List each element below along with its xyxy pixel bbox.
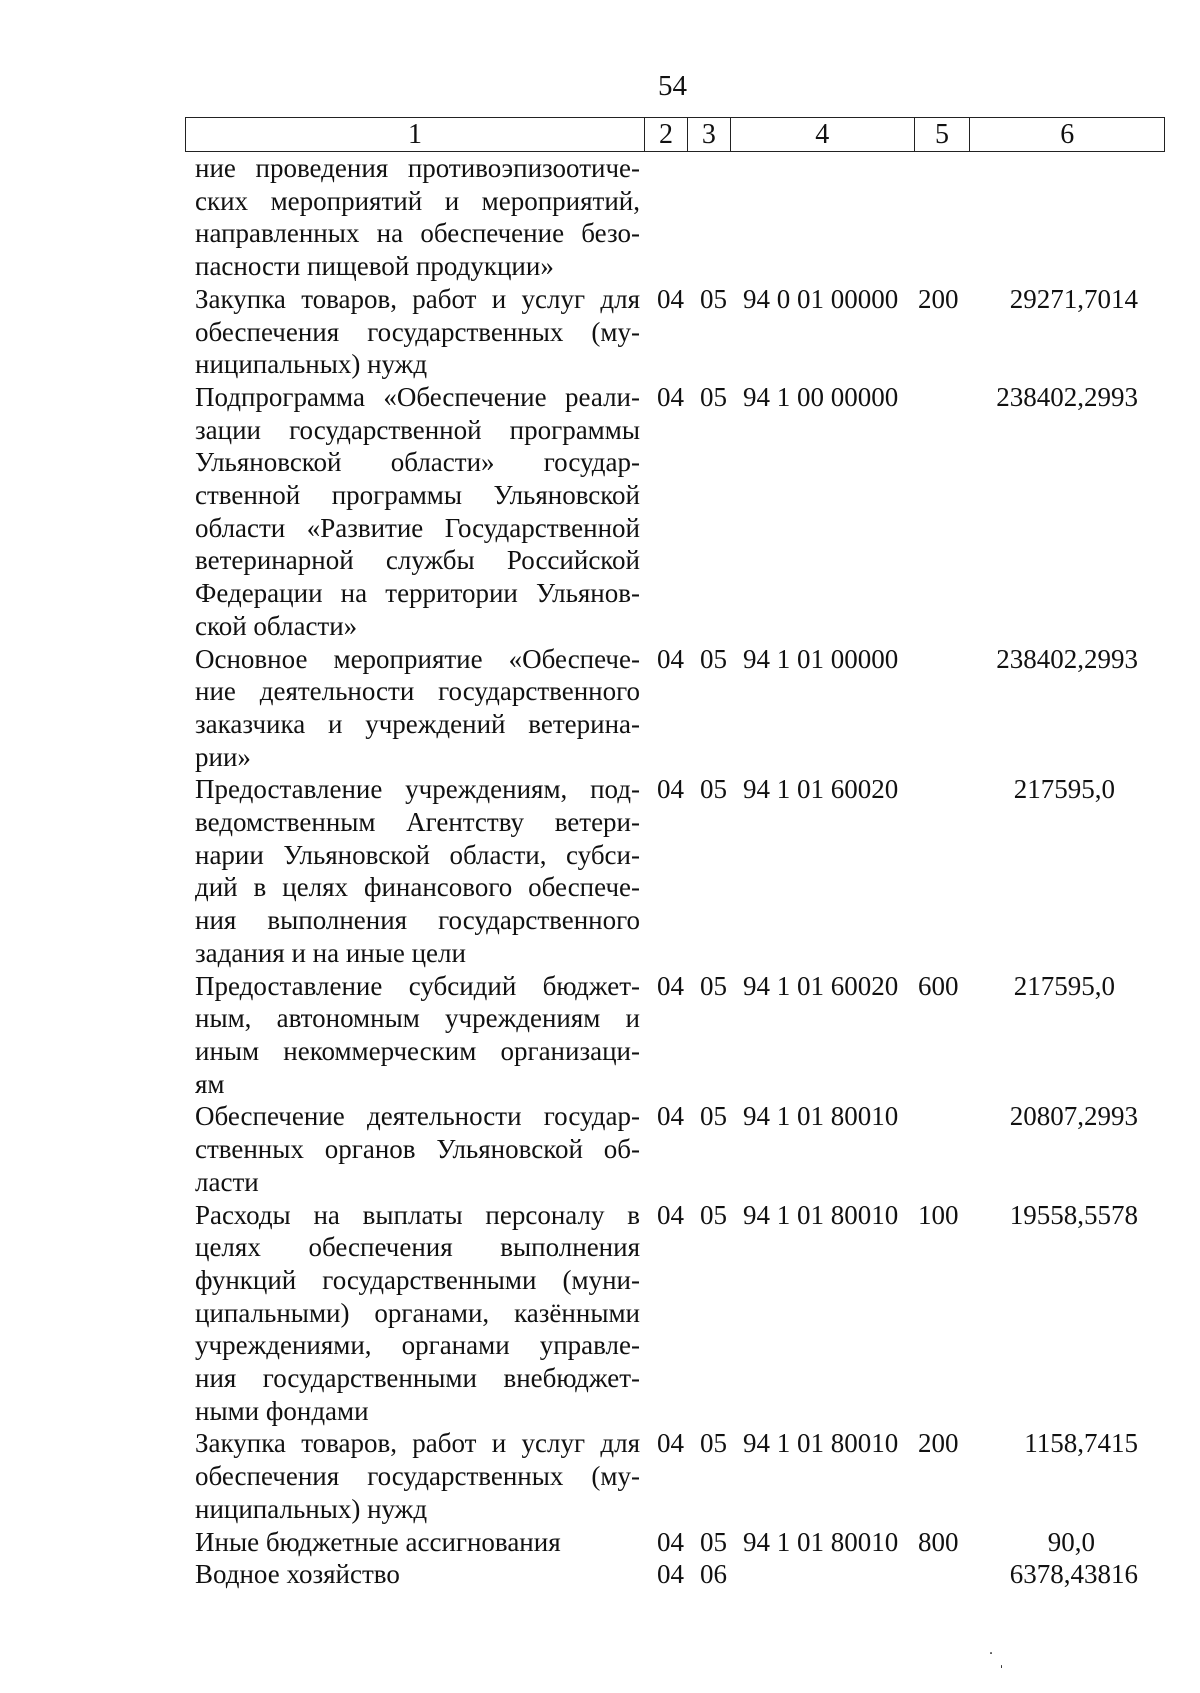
expense-type-code: 600 [918, 970, 959, 1001]
table-row [0, 1100, 1200, 1198]
table-header [185, 117, 1165, 152]
description-line: Предоставление учреждениям, под- [195, 774, 640, 805]
description-line: ласти [195, 1166, 259, 1197]
table-row [0, 152, 1200, 283]
description-line: Обеспечение деятельности государ- [195, 1101, 640, 1132]
header-col-5: 5 [915, 118, 971, 151]
subsection-code: 05 [700, 381, 727, 412]
subsection-code: 06 [700, 1559, 727, 1590]
expense-type-code: 200 [918, 283, 959, 314]
table-row [0, 970, 1200, 1101]
section-code: 04 [657, 1428, 684, 1459]
description-line: обеспечения государственных (му- [195, 1461, 640, 1492]
subsection-code: 05 [700, 283, 727, 314]
description-line: ниципальных) нужд [195, 349, 428, 380]
section-code: 04 [657, 970, 684, 1001]
target-article-code: 94 1 01 80010 [743, 1428, 899, 1459]
description-line: ских мероприятий и мероприятий, [195, 185, 640, 216]
amount: 19558,5578 [1009, 1199, 1138, 1230]
section-code: 04 [657, 1101, 684, 1132]
table-row [0, 1558, 1200, 1591]
target-article-code: 94 1 00 00000 [743, 381, 899, 412]
section-code: 04 [657, 283, 684, 314]
description-line: Расходы на выплаты персоналу в [195, 1199, 640, 1230]
description-line: ведомственным Агентству ветери- [195, 807, 640, 838]
description-line: ственных органов Ульяновской об- [195, 1134, 640, 1165]
section-code: 04 [657, 1526, 684, 1557]
section-code: 04 [657, 381, 684, 412]
row-description [195, 1526, 640, 1559]
table-row [0, 1427, 1200, 1525]
description-line: ние проведения противоэпизоотиче- [195, 153, 640, 183]
description-line: зации государственной программы [195, 414, 640, 445]
subsection-code: 05 [700, 1526, 727, 1557]
row-description [195, 773, 640, 969]
row-description [195, 152, 640, 283]
row-description [195, 1100, 640, 1198]
table-row [0, 283, 1200, 381]
row-description [195, 1427, 640, 1525]
description-line: области «Развитие Государственной [195, 512, 640, 543]
description-line: функций государственными (муни- [195, 1264, 640, 1295]
description-line: ниципальных) нужд [195, 1493, 428, 1524]
table-body [0, 152, 1200, 1591]
header-col-2: 2 [645, 118, 688, 151]
row-description [195, 1199, 640, 1428]
subsection-code: 05 [700, 643, 727, 674]
amount: 1158,7415 [1024, 1428, 1138, 1459]
description-line: ской области» [195, 610, 358, 641]
scan-speck: ˙ ˌ [988, 1648, 1005, 1668]
row-description [195, 643, 640, 774]
subsection-code: 05 [700, 1199, 727, 1230]
description-line: ным, автономным учреждениям и [195, 1003, 640, 1034]
target-article-code: 94 1 01 80010 [743, 1101, 899, 1132]
description-line: ными фондами [195, 1395, 369, 1426]
description-line: пасности пищевой продукции» [195, 251, 554, 282]
description-line: Ульяновской области» государ- [195, 447, 640, 478]
subsection-code: 05 [700, 774, 727, 805]
section-code: 04 [657, 1559, 684, 1590]
target-article-code: 94 1 01 60020 [743, 774, 899, 805]
amount: 29271,7014 [1009, 283, 1138, 314]
expense-type-code: 800 [918, 1526, 959, 1557]
amount: 90,0 [1047, 1526, 1095, 1557]
row-description [195, 283, 640, 381]
table-row [0, 1199, 1200, 1428]
page-number: 54 [658, 70, 687, 102]
description-line: Основное мероприятие «Обеспече- [195, 643, 640, 674]
target-article-code: 94 1 01 80010 [743, 1526, 899, 1557]
description-line: направленных на обеспечение безо- [195, 218, 640, 249]
target-article-code: 94 0 01 00000 [743, 283, 899, 314]
header-col-4: 4 [731, 118, 915, 151]
table-row [0, 1526, 1200, 1559]
subsection-code: 05 [700, 1101, 727, 1132]
header-col-3: 3 [688, 118, 731, 151]
description-line: ние деятельности государственного [195, 676, 640, 707]
table-row [0, 773, 1200, 969]
amount: 217595,0 [1013, 774, 1115, 805]
description-line: Закупка товаров, работ и услуг для [195, 1428, 640, 1459]
section-code: 04 [657, 1199, 684, 1230]
description-line: Закупка товаров, работ и услуг для [195, 283, 640, 314]
amount: 20807,2993 [1009, 1101, 1138, 1132]
amount: 217595,0 [1013, 970, 1115, 1001]
table-row [0, 643, 1200, 774]
expense-type-code: 200 [918, 1428, 959, 1459]
description-line: иным некоммерческим организаци- [195, 1035, 640, 1066]
row-description [195, 1558, 640, 1591]
description-line: ния государственными внебюджет- [195, 1363, 640, 1394]
table-row [0, 381, 1200, 643]
description-line: задания и на иные цели [195, 937, 466, 968]
section-code: 04 [657, 774, 684, 805]
row-description [195, 970, 640, 1101]
amount: 238402,2993 [996, 643, 1138, 674]
description-line: дий в целях финансового обеспече- [195, 872, 640, 903]
description-line: ственной программы Ульяновской [195, 480, 640, 511]
header-col-1: 1 [186, 118, 645, 151]
description-line: Водное хозяйство [195, 1559, 400, 1590]
description-line: Иные бюджетные ассигнования [195, 1526, 561, 1557]
description-line: ветеринарной службы Российской [195, 545, 640, 576]
description-line: ям [195, 1068, 225, 1099]
description-line: учреждениями, органами управле- [195, 1330, 640, 1361]
description-line: рии» [195, 741, 251, 772]
expense-type-code: 100 [918, 1199, 959, 1230]
target-article-code: 94 1 01 60020 [743, 970, 899, 1001]
description-line: Подпрограмма «Обеспечение реали- [195, 381, 640, 412]
description-line: обеспечения государственных (му- [195, 316, 640, 347]
description-line: Федерации на территории Ульянов- [195, 578, 640, 609]
description-line: нарии Ульяновской области, субси- [195, 839, 640, 870]
amount: 6378,43816 [1009, 1559, 1138, 1590]
row-description [195, 381, 640, 643]
target-article-code: 94 1 01 80010 [743, 1199, 899, 1230]
header-col-6: 6 [1060, 119, 1075, 150]
description-line: ципальными) органами, казёнными [195, 1297, 640, 1328]
description-line: ния выполнения государственного [195, 905, 640, 936]
target-article-code: 94 1 01 00000 [743, 643, 899, 674]
description-line: заказчика и учреждений ветерина- [195, 708, 640, 739]
description-line: Предоставление субсидий бюджет- [195, 970, 640, 1001]
subsection-code: 05 [700, 1428, 727, 1459]
amount: 238402,2993 [996, 381, 1138, 412]
description-line: целях обеспечения выполнения [195, 1232, 640, 1263]
subsection-code: 05 [700, 970, 727, 1001]
section-code: 04 [657, 643, 684, 674]
